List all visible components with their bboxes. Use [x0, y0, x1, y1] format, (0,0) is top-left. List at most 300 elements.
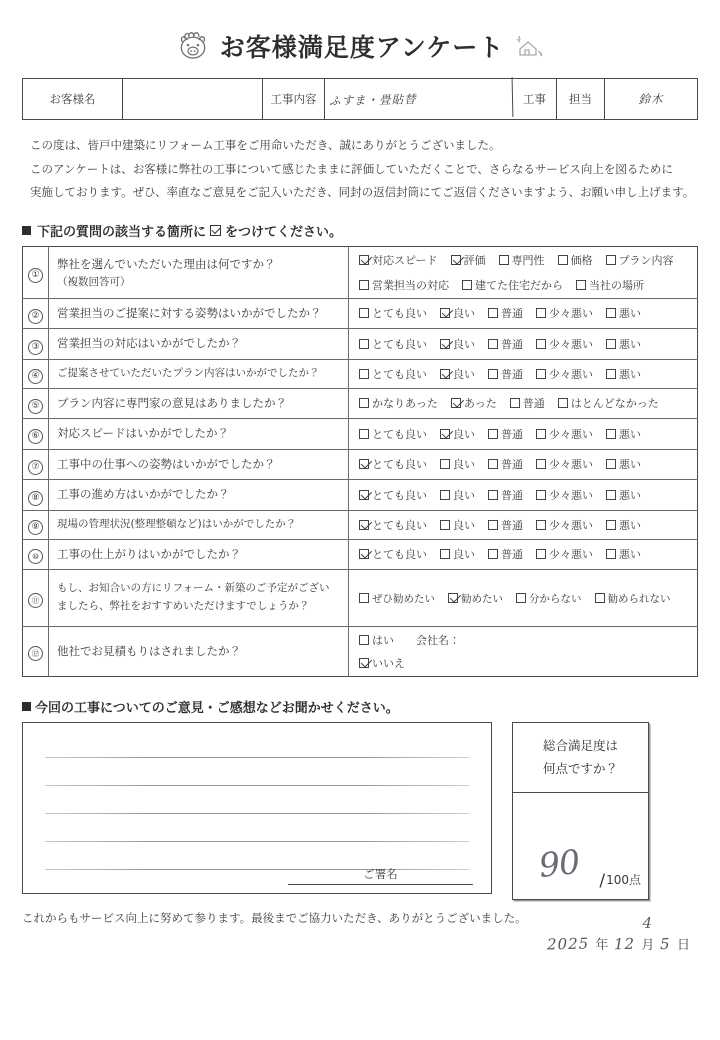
table-row — [23, 388, 698, 419]
question-text-cell — [49, 329, 349, 360]
answer-cell — [349, 359, 698, 388]
score-question-line2: 何点ですか？ — [542, 761, 618, 777]
question-text: 営業担当のご提案に対する姿勢はいかがでしたか？ — [57, 305, 322, 320]
option-group-row2 — [359, 277, 691, 293]
checkbox-icon[interactable] — [536, 308, 546, 318]
question-text: 工事の進め方はいかがでしたか？ — [57, 487, 230, 502]
question-number: ⑩ — [28, 549, 43, 564]
option-senmonsei[interactable] — [499, 252, 545, 268]
option-totemo-yoi[interactable] — [359, 305, 427, 321]
checkbox-icon[interactable] — [359, 593, 369, 603]
score-unit: /100点 — [599, 871, 641, 892]
option-warui[interactable] — [606, 426, 641, 442]
option-zehi-susumetai[interactable] — [359, 591, 435, 606]
question-number: ⑦ — [28, 460, 43, 475]
question-text: プラン内容に専門家の意見はありましたか？ — [57, 395, 287, 410]
rule-line — [45, 841, 469, 842]
option-group — [359, 632, 691, 671]
question-number: ⑥ — [28, 429, 43, 444]
question-text-cell — [49, 246, 349, 298]
checkbox-icon[interactable] — [440, 308, 450, 318]
checkbox-icon[interactable] — [488, 520, 498, 530]
question-text-cell — [49, 570, 349, 627]
checkbox-icon[interactable] — [488, 459, 498, 469]
option-warui[interactable] — [606, 517, 641, 533]
option-yoi[interactable] — [440, 305, 475, 321]
table-row — [23, 626, 698, 676]
option-futsuu[interactable] — [488, 456, 523, 472]
question-number: ⑪ — [28, 593, 43, 608]
option-label: 良い — [453, 338, 475, 351]
option-shoushou-warui[interactable] — [536, 546, 593, 562]
option-kakaku[interactable] — [558, 252, 593, 268]
option-label: プラン内容 — [618, 253, 674, 267]
option-label: 悪い — [619, 307, 641, 321]
pig-mascot-icon — [176, 31, 210, 61]
checkbox-icon[interactable] — [440, 459, 450, 469]
option-group — [359, 336, 691, 352]
option-label: 普通 — [501, 338, 523, 351]
option-label: かなりあった — [372, 397, 438, 411]
charge-person-field[interactable]: 鈴木 — [638, 91, 664, 107]
checkbox-icon[interactable] — [536, 369, 546, 379]
option-label: とても良い — [372, 367, 427, 381]
option-totemo-yoi[interactable] — [359, 456, 427, 472]
checkbox-icon[interactable] — [440, 429, 450, 439]
question-text: 弊社を選んでいただいた理由は何ですか？ — [57, 256, 276, 271]
option-label: とても良い — [372, 427, 427, 441]
checkbox-icon[interactable] — [606, 459, 616, 469]
checkbox-icon[interactable] — [488, 308, 498, 318]
answer-cell — [349, 298, 698, 329]
checkbox-icon[interactable] — [558, 255, 568, 265]
option-label: 普通 — [501, 427, 523, 441]
question-text-cell — [49, 388, 349, 419]
option-label: とても良い — [372, 307, 427, 321]
option-hotondo-nakatta[interactable] — [558, 395, 659, 411]
option-taiou-speed[interactable] — [359, 252, 438, 268]
option-futsuu[interactable] — [488, 305, 523, 321]
option-hyouka[interactable] — [451, 252, 486, 268]
option-label: はい 会社名： — [372, 633, 460, 647]
checkbox-icon[interactable] — [359, 398, 369, 408]
question-number-cell — [23, 570, 49, 627]
option-yoi[interactable] — [440, 487, 475, 503]
option-totemo-yoi[interactable] — [359, 487, 427, 503]
checkbox-icon[interactable] — [359, 549, 369, 559]
checkbox-icon[interactable] — [576, 280, 586, 290]
question-text-cell — [49, 359, 349, 388]
work-content-label: 工事内容 — [263, 79, 325, 119]
option-label: 少々悪い — [549, 367, 593, 381]
page-number: 4 — [642, 914, 652, 933]
question-number-cell — [23, 329, 49, 360]
option-yoi[interactable] — [440, 366, 475, 382]
question-text: 工事の仕上がりはいかがでしたか？ — [57, 546, 241, 561]
signature-field[interactable] — [288, 863, 473, 885]
option-label: とても良い — [372, 338, 427, 351]
option-label: 悪い — [619, 458, 641, 472]
question-number-cell — [23, 480, 49, 511]
option-group — [359, 366, 691, 382]
checkbox-icon[interactable] — [359, 459, 369, 469]
option-label: とても良い — [372, 489, 427, 503]
table-row — [23, 329, 698, 360]
question-number-cell — [23, 539, 49, 570]
option-label: 悪い — [619, 489, 641, 503]
option-label: 勧めたい — [461, 592, 503, 605]
question-number-cell — [23, 246, 49, 298]
checkbox-icon[interactable] — [451, 398, 461, 408]
table-row — [23, 480, 698, 511]
answer-cell — [349, 449, 698, 480]
option-label: 良い — [453, 489, 475, 503]
checkbox-icon[interactable] — [606, 255, 616, 265]
option-label: 少々悪い — [549, 548, 593, 562]
checkbox-icon[interactable] — [606, 520, 616, 530]
rule-line — [45, 757, 469, 758]
checkbox-icon[interactable] — [359, 635, 369, 645]
table-row — [23, 570, 698, 627]
checkbox-icon[interactable] — [440, 339, 450, 349]
option-label: 良い — [453, 307, 475, 321]
table-row — [23, 246, 698, 298]
checkbox-icon[interactable] — [451, 255, 461, 265]
checkbox-icon[interactable] — [499, 255, 509, 265]
option-futsuu[interactable] — [488, 426, 523, 442]
score-value: 90 — [537, 842, 581, 886]
checkbox-icon[interactable] — [359, 520, 369, 530]
option-plan-naiyou[interactable] — [606, 252, 674, 268]
option-yoi[interactable] — [440, 426, 475, 442]
checkbox-icon[interactable] — [536, 339, 546, 349]
checkbox-icon[interactable] — [488, 490, 498, 500]
option-futsuu[interactable] — [488, 487, 523, 503]
option-label: はとんどなかった — [570, 397, 659, 411]
checkbox-icon[interactable] — [606, 369, 616, 379]
option-wakaranai[interactable] — [516, 591, 582, 606]
work-content-field[interactable]: ふすま・畳貼替 — [325, 77, 514, 121]
comment-heading-text: 今回の工事についてのご意見・ご感想などお聞かせください。 — [35, 700, 399, 716]
question-text: 他社でお見積もりはされましたか？ — [57, 643, 241, 658]
answer-cell — [349, 510, 698, 539]
checkbox-icon[interactable] — [606, 490, 616, 500]
option-label: 良い — [453, 427, 475, 441]
table-row — [23, 419, 698, 450]
checkbox-icon[interactable] — [510, 398, 520, 408]
option-yoi[interactable] — [440, 546, 475, 562]
option-label: 普通 — [501, 518, 523, 532]
question-number: ⑫ — [28, 646, 43, 661]
score-question — [513, 723, 648, 793]
option-group — [359, 305, 691, 321]
score-input-area[interactable] — [513, 793, 648, 899]
option-label: 少々悪い — [549, 338, 593, 351]
option-yoi[interactable] — [440, 517, 475, 533]
question-number: ⑧ — [28, 491, 43, 506]
question-text-cell — [49, 480, 349, 511]
option-label: 価格 — [570, 253, 593, 267]
question-text-cell — [49, 419, 349, 450]
instruction-heading — [22, 221, 698, 240]
option-iie[interactable] — [359, 655, 405, 671]
option-label: あった — [463, 397, 497, 411]
answer-cell — [349, 570, 698, 627]
option-label: 普通 — [501, 367, 523, 381]
checkbox-icon[interactable] — [462, 280, 472, 290]
question-text: もし、お知合いの方にリフォーム・新築のご予定がござい — [57, 582, 330, 595]
checkbox-icon[interactable] — [448, 593, 458, 603]
instruction-after: をつけてください。 — [225, 224, 343, 240]
option-tateta-jutaku[interactable] — [462, 277, 563, 293]
checkbox-icon[interactable] — [606, 339, 616, 349]
date-day-label: 日 — [676, 938, 690, 954]
question-text: ご提案させていただいたプラン内容はいかがでしたか？ — [57, 366, 320, 379]
table-row — [23, 359, 698, 388]
option-label: 良い — [453, 367, 475, 381]
checkbox-icon[interactable] — [516, 593, 526, 603]
checkbox-icon[interactable] — [536, 429, 546, 439]
option-group — [359, 546, 691, 562]
option-totemo-yoi[interactable] — [359, 546, 427, 562]
question-number: ④ — [28, 369, 43, 384]
table-row — [23, 298, 698, 329]
instruction-before: 下記の質問の該当する箇所に — [37, 224, 207, 240]
checkbox-icon[interactable] — [488, 369, 498, 379]
option-futsuu[interactable] — [488, 336, 523, 352]
option-label: いいえ — [372, 656, 405, 670]
question-text-cell — [49, 298, 349, 329]
option-group-row1 — [359, 252, 691, 268]
answer-cell — [349, 480, 698, 511]
question-number: ③ — [28, 340, 43, 355]
checkbox-icon[interactable] — [536, 490, 546, 500]
question-text-cell — [49, 539, 349, 570]
question-number-cell — [23, 298, 49, 329]
answer-cell — [349, 329, 698, 360]
footer-thanks: これからもサービス向上に努めて参ります。最後までご協力いただき、ありがとうございました。 — [22, 911, 527, 926]
intro-line-2: このアンケートは、お客様に弊社の工事について感じたままに評価していただくことで、さらなるサービス向上を図るために — [30, 161, 673, 176]
answer-cell — [349, 388, 698, 419]
comment-textarea[interactable] — [22, 722, 492, 894]
option-totemo-yoi[interactable] — [359, 336, 427, 352]
charge-person-label: 担当 — [557, 79, 605, 119]
option-label: 悪い — [619, 427, 641, 441]
option-warui[interactable] — [606, 546, 641, 562]
score-unit-text: 100点 — [606, 873, 641, 888]
checkbox-icon[interactable] — [558, 398, 568, 408]
option-label: 当社の場所 — [589, 278, 644, 292]
option-label: とても良い — [372, 518, 427, 532]
checkbox-icon[interactable] — [359, 369, 369, 379]
customer-name-label: お客様名 — [23, 79, 123, 119]
question-text: 営業担当の対応はいかがでしたか？ — [57, 336, 241, 351]
option-group — [359, 487, 691, 503]
checkbox-icon[interactable] — [440, 520, 450, 530]
checkbox-icon[interactable] — [595, 593, 605, 603]
option-label: とても良い — [372, 458, 427, 472]
option-label: 悪い — [619, 367, 641, 381]
lower-section — [22, 722, 698, 900]
checkbox-icon[interactable] — [488, 549, 498, 559]
table-row — [23, 510, 698, 539]
option-futsuu[interactable] — [488, 366, 523, 382]
rule-line — [45, 785, 469, 786]
option-warui[interactable] — [606, 305, 641, 321]
checkbox-icon[interactable] — [359, 280, 369, 290]
date-year-value[interactable]: 2025 — [546, 934, 590, 954]
house-tools-icon — [514, 33, 544, 59]
intro-paragraph — [30, 134, 695, 205]
checkbox-icon[interactable] — [359, 429, 369, 439]
option-totemo-yoi[interactable] — [359, 426, 427, 442]
checkbox-icon[interactable] — [488, 339, 498, 349]
question-text: 工事中の仕事への姿勢はいかがでしたか？ — [57, 456, 276, 471]
option-susumerarenai[interactable] — [595, 591, 671, 606]
option-shoushou-warui[interactable] — [536, 426, 593, 442]
checkbox-icon[interactable] — [536, 520, 546, 530]
checkbox-icon[interactable] — [606, 549, 616, 559]
option-susumetai[interactable] — [448, 591, 503, 606]
question-text-cell — [49, 449, 349, 480]
option-yoi[interactable] — [440, 456, 475, 472]
customer-name-field[interactable] — [123, 79, 263, 119]
date-month-label: 月 — [641, 938, 655, 954]
option-label: 専門性 — [511, 253, 545, 267]
option-label: 少々悪い — [549, 427, 593, 441]
option-shoushou-warui[interactable] — [536, 456, 593, 472]
answer-cell — [349, 419, 698, 450]
table-row — [23, 449, 698, 480]
question-number: ① — [28, 268, 43, 283]
option-warui[interactable] — [606, 336, 641, 352]
checkbox-icon[interactable] — [488, 429, 498, 439]
option-label: 普通 — [501, 458, 523, 472]
option-label: 良い — [453, 548, 475, 562]
option-group — [359, 591, 691, 606]
option-futsuu[interactable] — [488, 546, 523, 562]
question-number-cell — [23, 388, 49, 419]
question-number-cell — [23, 449, 49, 480]
option-futsuu[interactable] — [488, 517, 523, 533]
page-title: お客様満足度アンケート — [219, 33, 505, 62]
option-totemo-yoi[interactable] — [359, 517, 427, 533]
question-text-cell — [49, 626, 349, 676]
option-label: 良い — [453, 518, 475, 532]
option-yoi[interactable] — [440, 336, 475, 352]
checkbox-icon[interactable] — [440, 490, 450, 500]
option-group — [359, 517, 691, 533]
comment-section-heading — [22, 697, 698, 716]
option-label: 営業担当の対応 — [372, 278, 449, 292]
option-futsuu[interactable] — [510, 395, 545, 411]
option-label: 対応スピード — [372, 253, 438, 267]
question-number-cell — [23, 419, 49, 450]
bullet-square-icon — [22, 226, 31, 235]
question-number: ⑤ — [28, 399, 43, 414]
page-title-bar — [0, 18, 720, 74]
option-label: 少々悪い — [549, 458, 593, 472]
bullet-square-icon — [22, 702, 31, 711]
answer-cell — [349, 626, 698, 676]
option-warui[interactable] — [606, 456, 641, 472]
question-text: 現場の管理状況(整理整頓など)はいかがでしたか？ — [57, 517, 297, 530]
option-tousha-basho[interactable] — [576, 277, 644, 293]
question-text-line2: ましたら、弊社をおすすめいただけますでしょうか？ — [57, 600, 310, 613]
checkbox-icon[interactable] — [536, 459, 546, 469]
option-kanari-atta[interactable] — [359, 395, 438, 411]
question-number-cell — [23, 359, 49, 388]
checkbox-icon[interactable] — [359, 308, 369, 318]
option-warui[interactable] — [606, 366, 641, 382]
option-label: 普通 — [501, 489, 523, 503]
checkbox-icon[interactable] — [606, 308, 616, 318]
option-label: 分からない — [529, 592, 582, 605]
option-label: 少々悪い — [549, 489, 593, 503]
checkbox-icon[interactable] — [359, 339, 369, 349]
score-question-line1: 総合満足度は — [542, 737, 618, 753]
question-number-cell — [23, 510, 49, 539]
option-atta[interactable] — [451, 395, 497, 411]
questions-table — [22, 246, 698, 677]
question-number: ⑨ — [28, 520, 43, 535]
option-eigyou-taiou[interactable] — [359, 277, 449, 293]
overall-score-box — [512, 722, 649, 900]
checkbox-icon[interactable] — [440, 369, 450, 379]
question-text-cell — [49, 510, 349, 539]
table-row — [23, 539, 698, 570]
signature-label: ご署名 — [363, 866, 398, 881]
checkbox-icon[interactable] — [359, 255, 369, 265]
question-text: 対応スピードはいかがでしたか？ — [57, 426, 230, 441]
answer-cell — [349, 246, 698, 298]
option-group — [359, 456, 691, 472]
option-group — [359, 395, 691, 411]
work-suffix-label: 工事 — [513, 79, 557, 119]
option-shoushou-warui[interactable] — [536, 336, 593, 352]
option-label: 建てた住宅だから — [475, 278, 563, 292]
option-hai-company[interactable] — [359, 632, 460, 648]
option-shoushou-warui[interactable] — [536, 305, 593, 321]
checkbox-icon[interactable] — [440, 549, 450, 559]
option-label: 悪い — [619, 338, 641, 351]
option-label: 悪い — [619, 548, 641, 562]
checkbox-icon[interactable] — [606, 429, 616, 439]
question-number: ② — [28, 309, 43, 324]
option-warui[interactable] — [606, 487, 641, 503]
checkbox-icon[interactable] — [536, 549, 546, 559]
question-subtext: （複数回答可） — [57, 276, 131, 289]
option-label: 少々悪い — [549, 307, 593, 321]
option-label: とても良い — [372, 548, 427, 562]
option-label: 普通 — [501, 307, 523, 321]
date-month-value[interactable]: 12 — [614, 934, 636, 954]
option-label: 普通 — [501, 548, 523, 562]
date-day-value[interactable]: 5 — [660, 935, 672, 954]
option-totemo-yoi[interactable] — [359, 366, 427, 382]
rule-line — [45, 813, 469, 814]
option-shoushou-warui[interactable] — [536, 517, 593, 533]
option-shoushou-warui[interactable] — [536, 366, 593, 382]
checkbox-icon[interactable] — [359, 490, 369, 500]
option-label: ぜひ勧めたい — [372, 592, 435, 605]
option-label: 評価 — [463, 253, 486, 267]
option-shoushou-warui[interactable] — [536, 487, 593, 503]
option-label: 悪い — [619, 518, 641, 532]
question-number-cell — [23, 626, 49, 676]
date-year-label: 年 — [595, 938, 609, 954]
checkbox-icon[interactable] — [359, 658, 369, 668]
